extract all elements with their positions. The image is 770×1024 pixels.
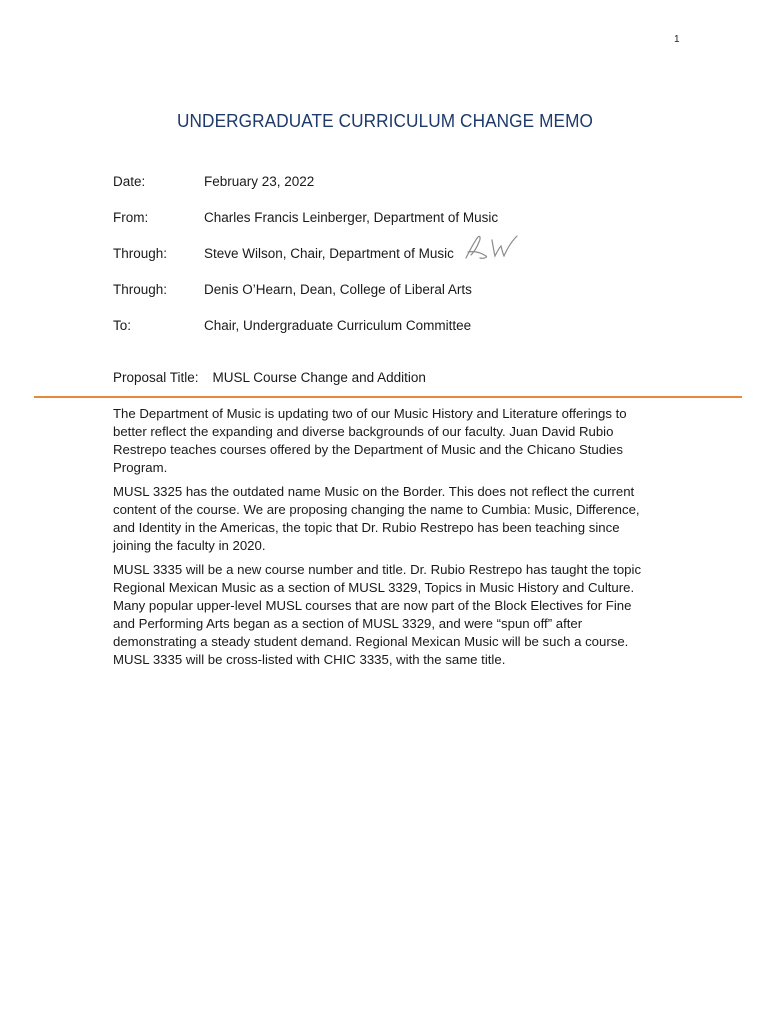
body-paragraph: MUSL 3335 will be a new course number and title. Dr. Rubio Restrepo has taught the topic Regional Mexican Music as a section of MUSL 3329, Topics in Music History and Culture. Many popular upper-level MUSL courses that are now part of the Block Electives for Fine and Performing Arts began as a section of MUSL 3329, and were “spun off” after demonstrating a steady student demand. Regional Mexican Music will be such a course. MUSL 3335 will be cross-listed with CHIC 3335, with the same title. xyxy=(113,562,642,667)
section-divider xyxy=(34,396,742,398)
proposal-title-label: Proposal Title: xyxy=(113,370,199,385)
header-value: Chair, Undergraduate Curriculum Committee xyxy=(204,318,472,333)
header-value: Charles Francis Leinberger, Department of Music xyxy=(204,210,499,225)
header-value: Denis O’Hearn, Dean, College of Liberal Arts xyxy=(204,282,472,297)
header-label: Date: xyxy=(113,174,146,189)
body-paragraph: MUSL 3325 has the outdated name Music on the Border. This does not reflect the current content of the course. We are proposing changing the name to Cumbia: Music, Difference, and Identity in the Americas, the topic that Dr. Rubio Restrepo has been teaching since joining the faculty in 2020. xyxy=(113,484,640,553)
memo-body xyxy=(113,405,653,675)
memo-title: UNDERGRADUATE CURRICULUM CHANGE MEMO xyxy=(177,110,593,131)
header-value-with-signature xyxy=(204,246,520,262)
header-label: Through: xyxy=(113,246,168,261)
page-number: 1 xyxy=(674,34,680,45)
header-label: From: xyxy=(113,210,149,225)
header-label: To: xyxy=(113,318,132,333)
proposal-title-value: MUSL Course Change and Addition xyxy=(212,370,426,385)
handwritten-signature-initials xyxy=(462,232,520,262)
body-paragraph: The Department of Music is updating two of our Music History and Literature offerings to better reflect the expanding and diverse backgrounds of our faculty. Juan David Rubio Restrepo teaches courses offered by the Department of Music and the Chicano Studies Program. xyxy=(113,406,627,475)
header-label: Through: xyxy=(113,282,168,297)
header-value: February 23, 2022 xyxy=(204,174,315,189)
proposal-title-row xyxy=(113,370,426,385)
header-value: Steve Wilson, Chair, Department of Music xyxy=(204,246,454,261)
